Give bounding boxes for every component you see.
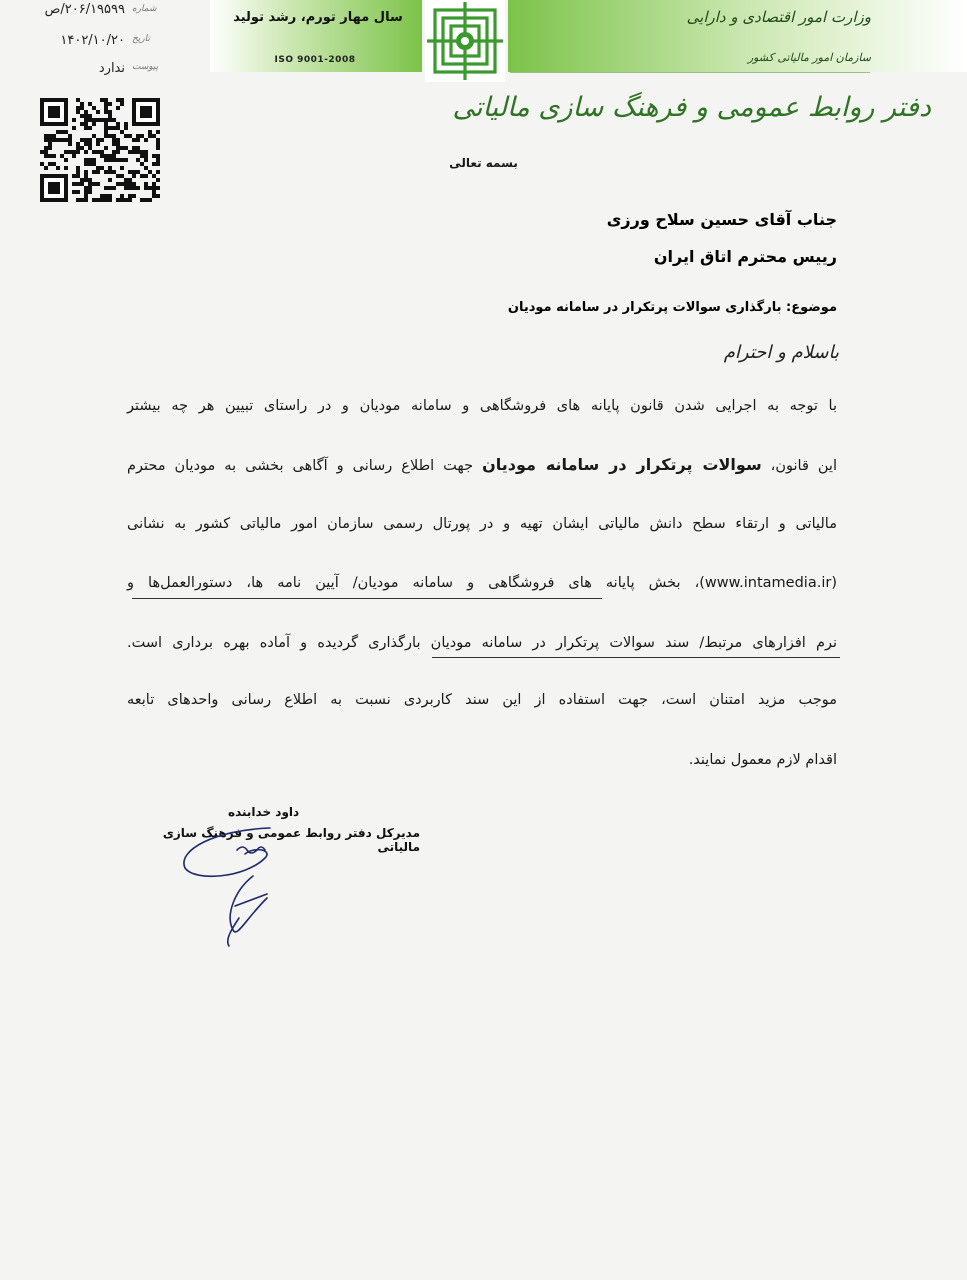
year-slogan: سال مهار تورم، رشد تولید: [233, 10, 403, 25]
bold-phrase: سوالات پرتکرار در سامانه مودیان: [482, 455, 762, 474]
addressee-name: جناب آقای حسین سلاح ورزی: [606, 210, 837, 229]
tax-organization-logo-icon: [425, 0, 505, 82]
body-line: مالیاتی و ارتقاء سطح دانش مالیاتی ایشان تهیه و در پورتال رسمی سازمان امور مالیاتی کشور به نشانی: [127, 516, 837, 532]
iso-certification: ISO 9001-2008: [274, 55, 356, 65]
letter-number-label: شماره: [132, 4, 157, 14]
letter-number: ۲۰۶/۱۹۵۹۹/ص: [44, 2, 125, 17]
handwritten-signature-icon: [175, 820, 295, 950]
signer-name: داود خدابنده: [228, 805, 300, 819]
office-name-heading: دفتر روابط عمومی و فرهنگ سازی مالیاتی: [452, 92, 931, 123]
body-line: اقدام لازم معمول نمایند.: [688, 752, 837, 768]
letter-subject: موضوع: بارگذاری سوالات پرتکرار در سامانه مودیان: [507, 300, 837, 315]
letter-date-label: تاریخ: [132, 34, 150, 44]
signer-title: مدیرکل دفتر روابط عمومی و فرهنگ سازی مالیاتی: [162, 826, 420, 854]
body-line: با توجه به اجرایی شدن قانون پایانه های فروشگاهی و سامانه مودیان و در راستای تبیین هر چه بیشتر: [127, 398, 837, 414]
invocation: بسمه تعالی: [449, 156, 518, 170]
hand-underline: [432, 657, 840, 658]
letter-attachment: ندارد: [98, 61, 125, 76]
letter-attachment-label: پیوست: [132, 62, 159, 72]
letter-date: ۱۴۰۲/۱۰/۲۰: [60, 33, 125, 48]
handwritten-greeting: باسلام و احترام: [723, 342, 839, 363]
body-line: نرم افزارهای مرتبط/ سند سوالات پرتکرار در سامانه مودیان بارگذاری گردیده و آماده بهره برداری است.: [127, 635, 837, 651]
body-line: (www.intamedia.ir)، بخش پایانه های فروشگاهی و سامانه مودیان/ آیین نامه ها، دستورالعمل‌ها و: [127, 575, 837, 591]
ministry-name: وزارت امور اقتصادی و دارایی: [686, 8, 871, 26]
tax-organization-name: سازمان امور مالیاتی کشور: [747, 51, 871, 64]
header-divider: [510, 72, 870, 73]
qr-code-icon: [40, 98, 160, 202]
hand-underline: [132, 598, 602, 599]
addressee-title: رییس محترم اتاق ایران: [653, 247, 837, 266]
body-line: این قانون، سوالات پرتکرار در سامانه مودیان جهت اطلاع رسانی و آگاهی بخشی به مودیان محترم: [127, 455, 837, 474]
body-line: موجب مزید امتنان است، جهت استفاده از این سند کاربردی نسبت به اطلاع رسانی واحدهای تابعه: [127, 692, 837, 708]
